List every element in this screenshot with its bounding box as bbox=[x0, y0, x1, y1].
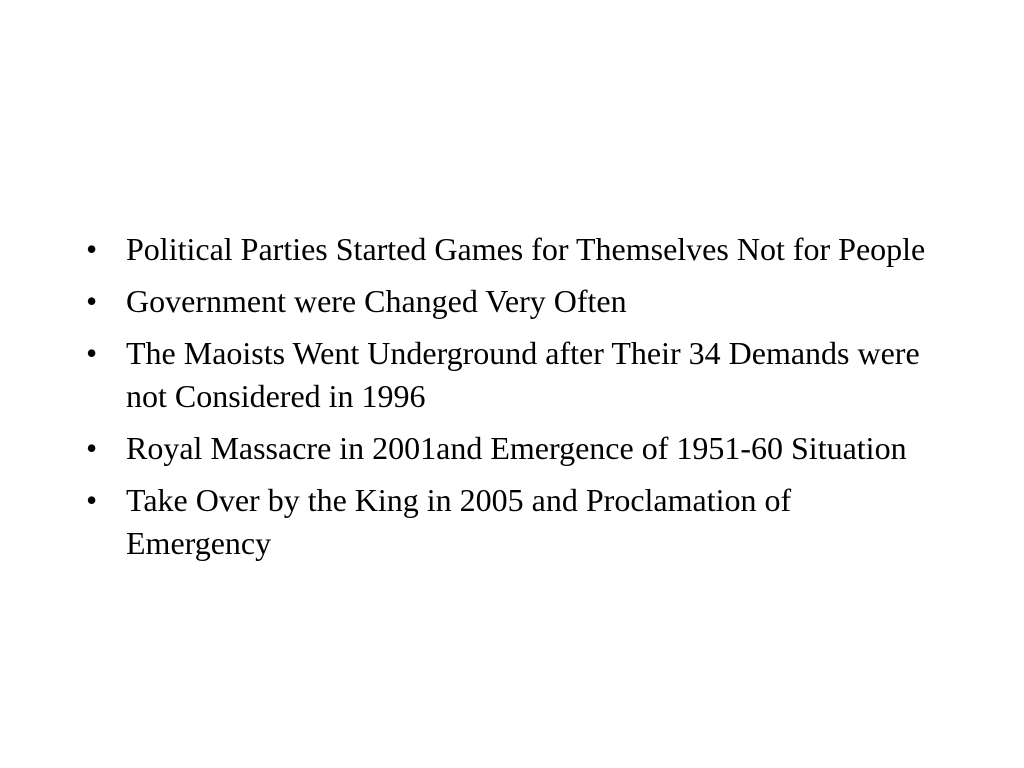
bullet-icon: • bbox=[86, 482, 98, 518]
bullet-text: Government were Changed Very Often bbox=[126, 283, 627, 319]
bullet-text: Take Over by the King in 2005 and Proclamation of Emergency bbox=[126, 482, 792, 561]
bullet-item bbox=[86, 280, 936, 323]
bullet-text: The Maoists Went Underground after Their 34 Demands were not Considered in 1996 bbox=[126, 335, 920, 414]
bullet-item bbox=[86, 427, 936, 470]
bullet-icon: • bbox=[86, 231, 98, 267]
bullet-item bbox=[86, 332, 936, 418]
bullet-icon: • bbox=[86, 283, 98, 319]
bullet-list bbox=[86, 228, 936, 574]
bullet-item bbox=[86, 479, 936, 565]
bullet-icon: • bbox=[86, 335, 98, 371]
bullet-icon: • bbox=[86, 430, 98, 466]
bullet-item bbox=[86, 228, 936, 271]
bullet-text: Political Parties Started Games for Themselves Not for People bbox=[126, 231, 926, 267]
bullet-text: Royal Massacre in 2001and Emergence of 1951-60 Situation bbox=[126, 430, 907, 466]
